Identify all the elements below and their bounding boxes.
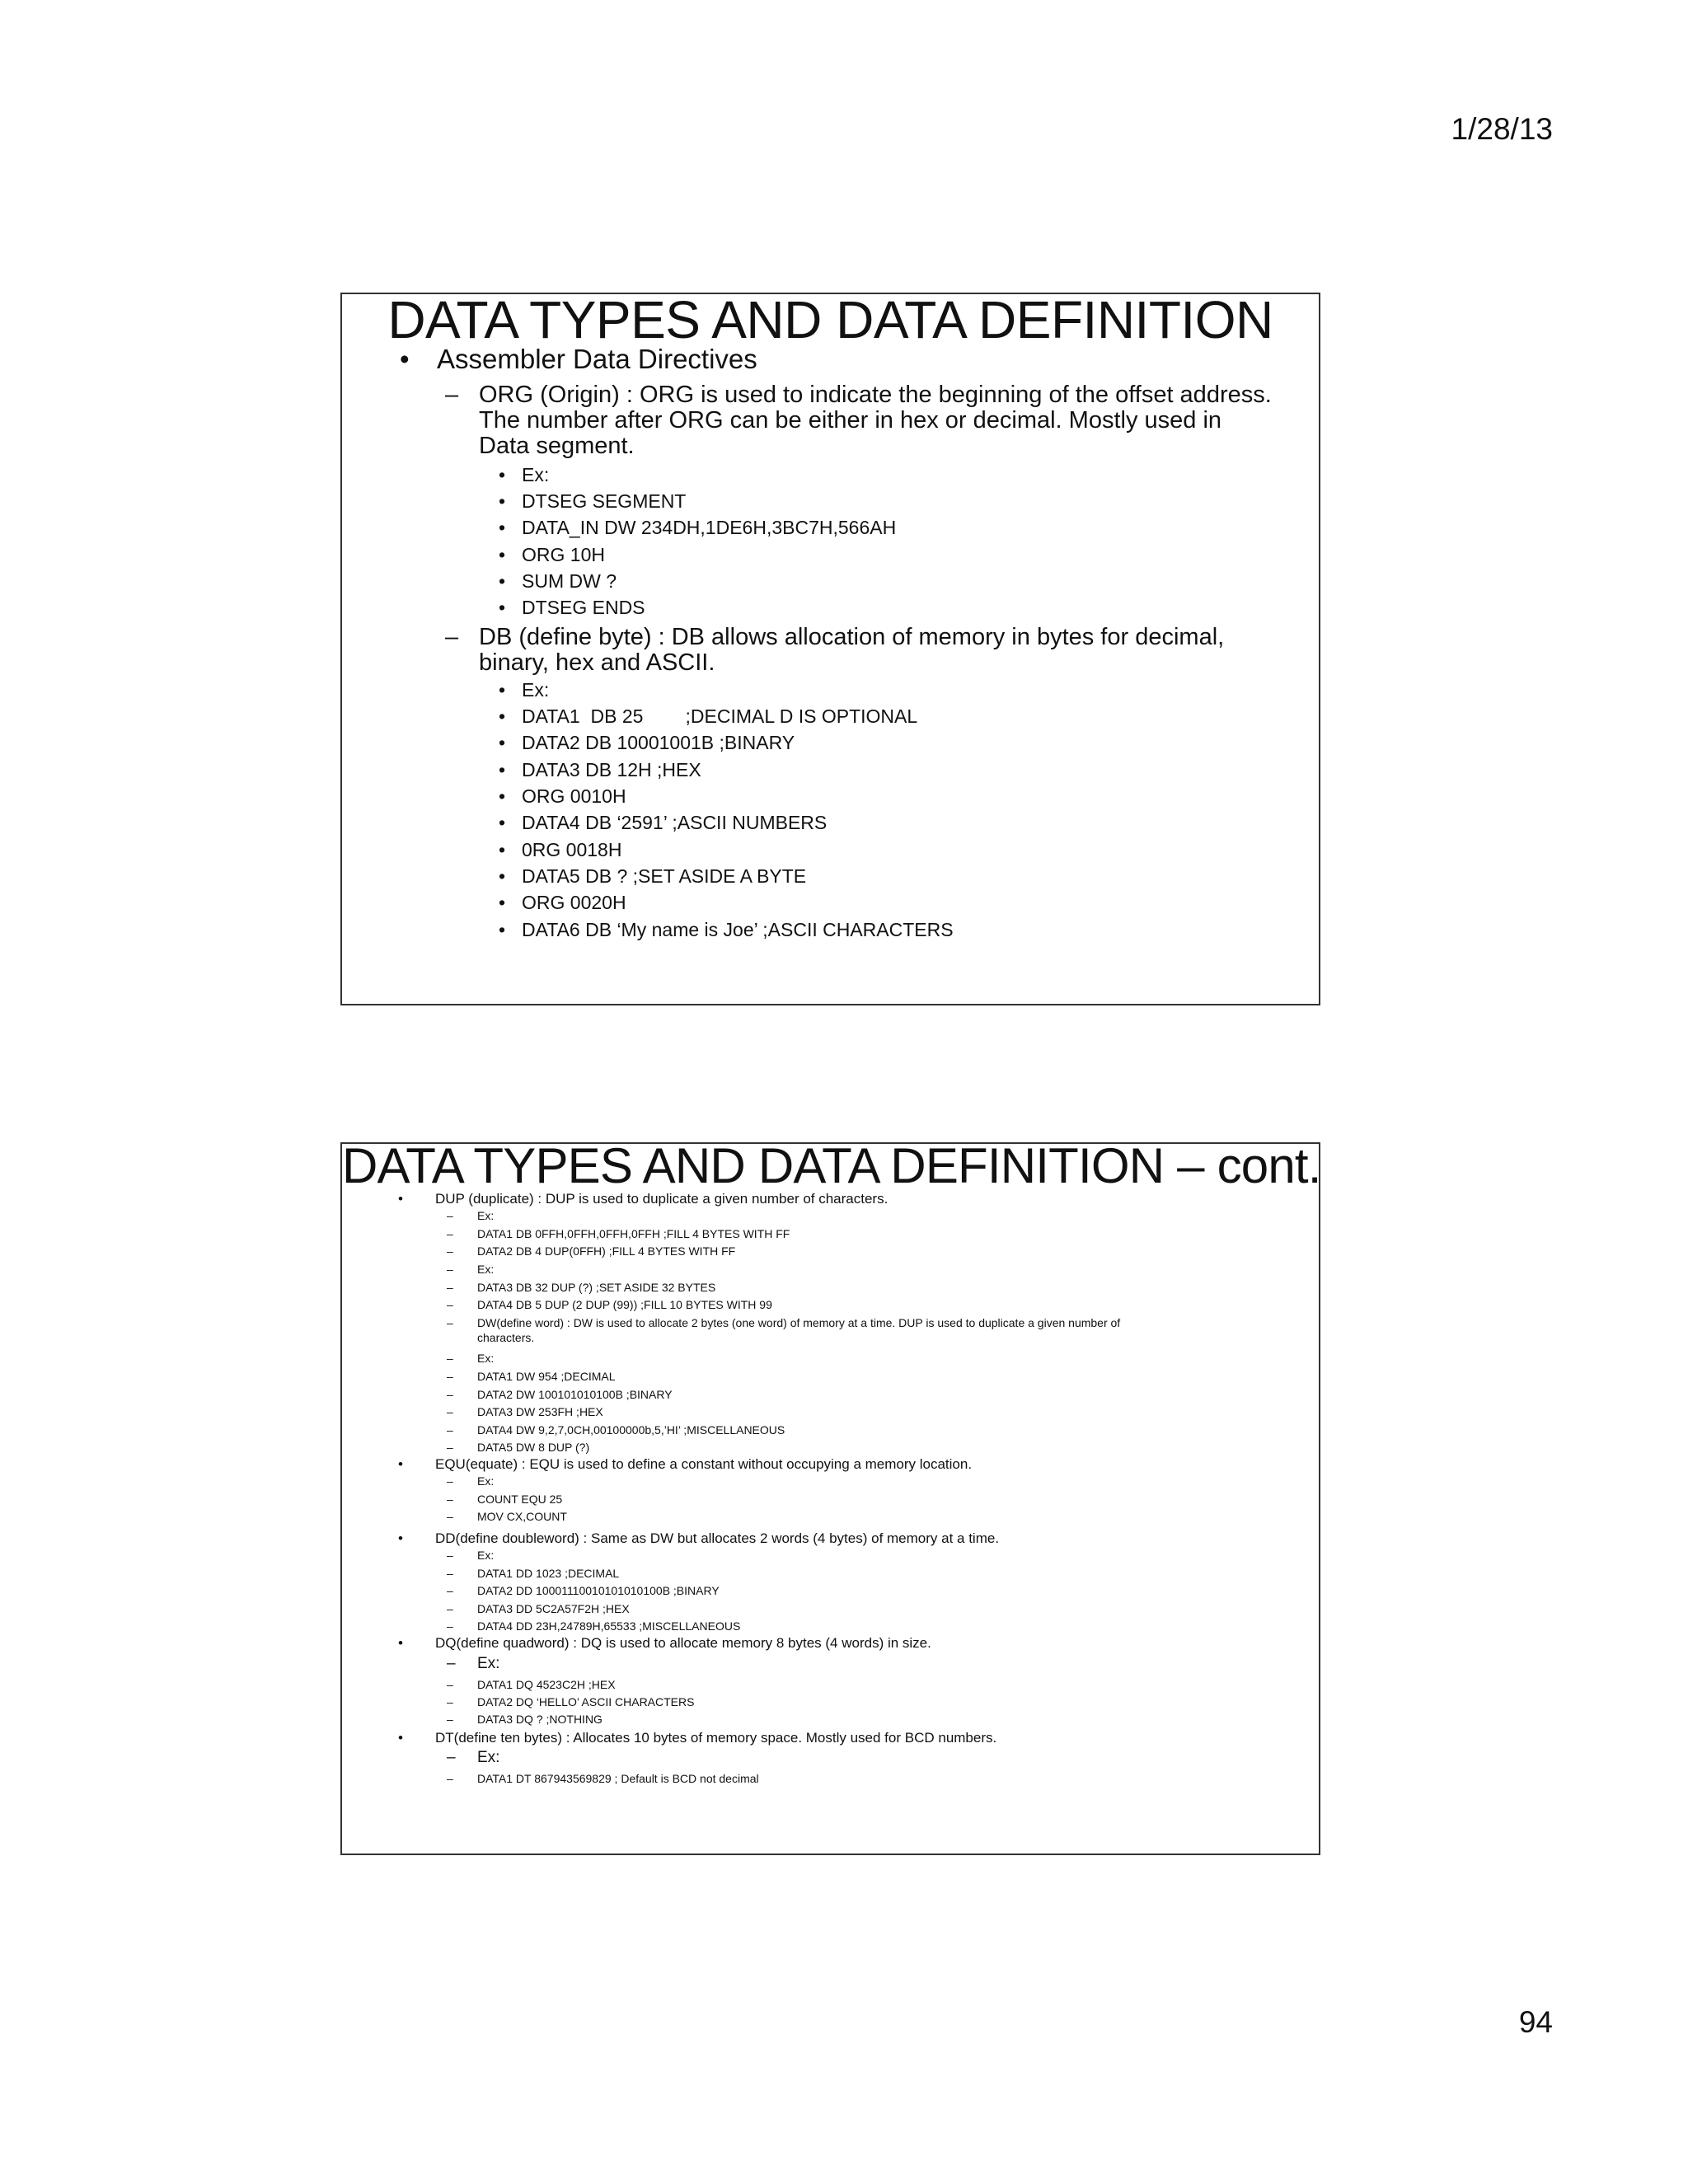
bullet-dot: •	[499, 517, 506, 538]
dq-item: DATA1 DQ 4523C2H ;HEX	[477, 1678, 616, 1691]
dup-item: DATA5 DW 8 DUP (?)	[477, 1441, 590, 1454]
bullet-dot: •	[499, 785, 506, 807]
dup-item: Ex:	[477, 1263, 495, 1276]
dup-item: DATA4 DW 9,2,7,0CH,00100000b,5,’HI’ ;MISCELLANEOUS	[477, 1423, 785, 1436]
bullet-dot: •	[398, 1730, 403, 1746]
equ-heading: EQU(equate) : EQU is used to define a constant without occupying a memory location.	[435, 1456, 973, 1472]
org-example: SUM DW ?	[522, 570, 617, 592]
db-example: DATA5 DB ? ;SET ASIDE A BYTE	[522, 865, 807, 887]
db-example: DATA1 DB 25 ;DECIMAL D IS OPTIONAL	[522, 705, 918, 727]
dup-item: Ex:	[477, 1352, 495, 1365]
page-date: 1/28/13	[1451, 112, 1553, 146]
dash-marker: –	[447, 1441, 453, 1454]
db-example: DATA4 DB ‘2591’ ;ASCII NUMBERS	[522, 812, 828, 833]
dq-item: DATA3 DQ ? ;NOTHING	[477, 1713, 603, 1726]
bullet-dot: •	[499, 759, 506, 780]
bullet-dot: •	[499, 865, 506, 887]
bullet-dot: •	[499, 544, 506, 565]
bullet-dot: •	[499, 732, 506, 753]
equ-item: COUNT EQU 25	[477, 1493, 563, 1506]
bullet-dot: •	[398, 1530, 403, 1546]
dt-item: Ex:	[477, 1749, 500, 1766]
bullet-assembler-directives: Assembler Data Directives	[437, 344, 757, 374]
dup-item: DATA1 DW 954 ;DECIMAL	[477, 1370, 616, 1383]
org-example: DTSEG SEGMENT	[522, 490, 687, 512]
bullet-dot: •	[398, 1191, 403, 1207]
slide-title: DATA TYPES AND DATA DEFINITION – cont.	[342, 1138, 1321, 1193]
bullet-dot: •	[499, 597, 506, 618]
dash-marker: –	[447, 1655, 456, 1672]
dash-marker: –	[447, 1244, 453, 1258]
org-description-line: Data segment.	[479, 433, 635, 459]
db-description-line: DB (define byte) : DB allows allocation of memory in bytes for decimal,	[479, 624, 1225, 650]
dash-marker: –	[447, 1370, 453, 1383]
slide-title: DATA TYPES AND DATA DEFINITION	[387, 290, 1273, 349]
db-description-line: binary, hex and ASCII.	[479, 649, 715, 676]
dup-item: DATA1 DB 0FFH,0FFH,0FFH,0FFH ;FILL 4 BYTES WITH FF	[477, 1227, 790, 1240]
dash-marker: –	[447, 1678, 453, 1691]
dd-item: Ex:	[477, 1549, 495, 1562]
dd-item: DATA3 DD 5C2A57F2H ;HEX	[477, 1602, 630, 1615]
equ-item: Ex:	[477, 1474, 495, 1488]
page-number: 94	[1518, 2005, 1553, 2039]
dash-marker: –	[445, 382, 459, 408]
slide-data-types-cont	[340, 1138, 1321, 1855]
dd-item: DATA1 DD 1023 ;DECIMAL	[477, 1567, 620, 1580]
dash-marker: –	[447, 1474, 453, 1488]
db-example: ORG 0010H	[522, 785, 626, 807]
dash-marker: –	[447, 1619, 453, 1633]
dash-marker: –	[447, 1388, 453, 1401]
dash-marker: –	[447, 1281, 453, 1294]
db-example: ORG 0020H	[522, 892, 626, 913]
db-example: Ex:	[522, 679, 550, 701]
dash-marker: –	[447, 1549, 453, 1562]
dup-item: DATA4 DB 5 DUP (2 DUP (99)) ;FILL 10 BYTES WITH 99	[477, 1298, 772, 1311]
dq-heading: DQ(define quadword) : DQ is used to allocate memory 8 bytes (4 words) in size.	[435, 1635, 931, 1651]
dup-item: DATA3 DB 32 DUP (?) ;SET ASIDE 32 BYTES	[477, 1281, 716, 1294]
bullet-dot: •	[398, 1635, 403, 1651]
bullet-dot: •	[499, 464, 506, 485]
dup-item-continued: characters.	[477, 1331, 535, 1344]
bullet-dot: •	[499, 812, 506, 833]
dup-item: Ex:	[477, 1209, 495, 1222]
dup-item: DATA3 DW 253FH ;HEX	[477, 1405, 603, 1418]
db-example: DATA3 DB 12H ;HEX	[522, 759, 701, 780]
dash-marker: –	[447, 1567, 453, 1580]
dash-marker: –	[447, 1772, 453, 1785]
org-description-line: ORG (Origin) : ORG is used to indicate the beginning of the offset address.	[479, 382, 1272, 408]
dash-marker: –	[447, 1493, 453, 1506]
dash-marker: –	[447, 1352, 453, 1365]
dq-item: Ex:	[477, 1655, 500, 1672]
dash-marker: –	[447, 1209, 453, 1222]
dash-marker: –	[447, 1263, 453, 1276]
dup-item: DATA2 DB 4 DUP(0FFH) ;FILL 4 BYTES WITH FF	[477, 1244, 736, 1258]
bullet-dot: •	[499, 892, 506, 913]
dash-marker: –	[447, 1405, 453, 1418]
bullet-dot: •	[398, 1456, 403, 1472]
dt-item: DATA1 DT 867943569829 ; Default is BCD not decimal	[477, 1772, 759, 1785]
org-example: Ex:	[522, 464, 550, 485]
db-example: 0RG 0018H	[522, 839, 622, 860]
dup-heading: DUP (duplicate) : DUP is used to duplicate a given number of characters.	[435, 1191, 889, 1207]
dash-marker: –	[447, 1423, 453, 1436]
org-example: ORG 10H	[522, 544, 605, 565]
dd-item: DATA2 DD 10001110010101010100B ;BINARY	[477, 1584, 720, 1597]
dash-marker: –	[447, 1602, 453, 1615]
dd-heading: DD(define doubleword) : Same as DW but allocates 2 words (4 bytes) of memory at a time.	[435, 1530, 1000, 1546]
org-example: DTSEG ENDS	[522, 597, 645, 618]
bullet-dot: •	[499, 570, 506, 592]
dash-marker: –	[445, 624, 459, 650]
bullet-dot: •	[499, 919, 506, 940]
db-example: DATA2 DB 10001001B ;BINARY	[522, 732, 795, 753]
dt-heading: DT(define ten bytes) : Allocates 10 bytes of memory space. Mostly used for BCD numbers.	[435, 1730, 997, 1746]
bullet-dot: •	[499, 705, 506, 727]
bullet-dot: •	[499, 679, 506, 701]
dash-marker: –	[447, 1227, 453, 1240]
org-example: DATA_IN DW 234DH,1DE6H,3BC7H,566AH	[522, 517, 897, 538]
dash-marker: –	[447, 1713, 453, 1726]
bullet-dot: •	[400, 344, 410, 374]
dash-marker: –	[447, 1316, 453, 1329]
dd-item: DATA4 DD 23H,24789H,65533 ;MISCELLANEOUS	[477, 1619, 741, 1633]
dash-marker: –	[447, 1749, 456, 1766]
dq-item: DATA2 DQ ‘HELLO’ ASCII CHARACTERS	[477, 1695, 695, 1708]
slide-data-types	[340, 290, 1320, 1005]
dup-item: DW(define word) : DW is used to allocate 2 bytes (one word) of memory at a time. DUP is used to duplicate a given number of	[477, 1316, 1121, 1329]
db-example: DATA6 DB ‘My name is Joe’ ;ASCII CHARACTERS	[522, 919, 954, 940]
equ-item: MOV CX,COUNT	[477, 1510, 567, 1523]
org-description-line: The number after ORG can be either in hex or decimal. Mostly used in	[479, 407, 1222, 434]
dash-marker: –	[447, 1584, 453, 1597]
dash-marker: –	[447, 1695, 453, 1708]
bullet-dot: •	[499, 839, 506, 860]
bullet-dot: •	[499, 490, 506, 512]
dash-marker: –	[447, 1510, 453, 1523]
dash-marker: –	[447, 1298, 453, 1311]
dup-item: DATA2 DW 100101010100B ;BINARY	[477, 1388, 673, 1401]
